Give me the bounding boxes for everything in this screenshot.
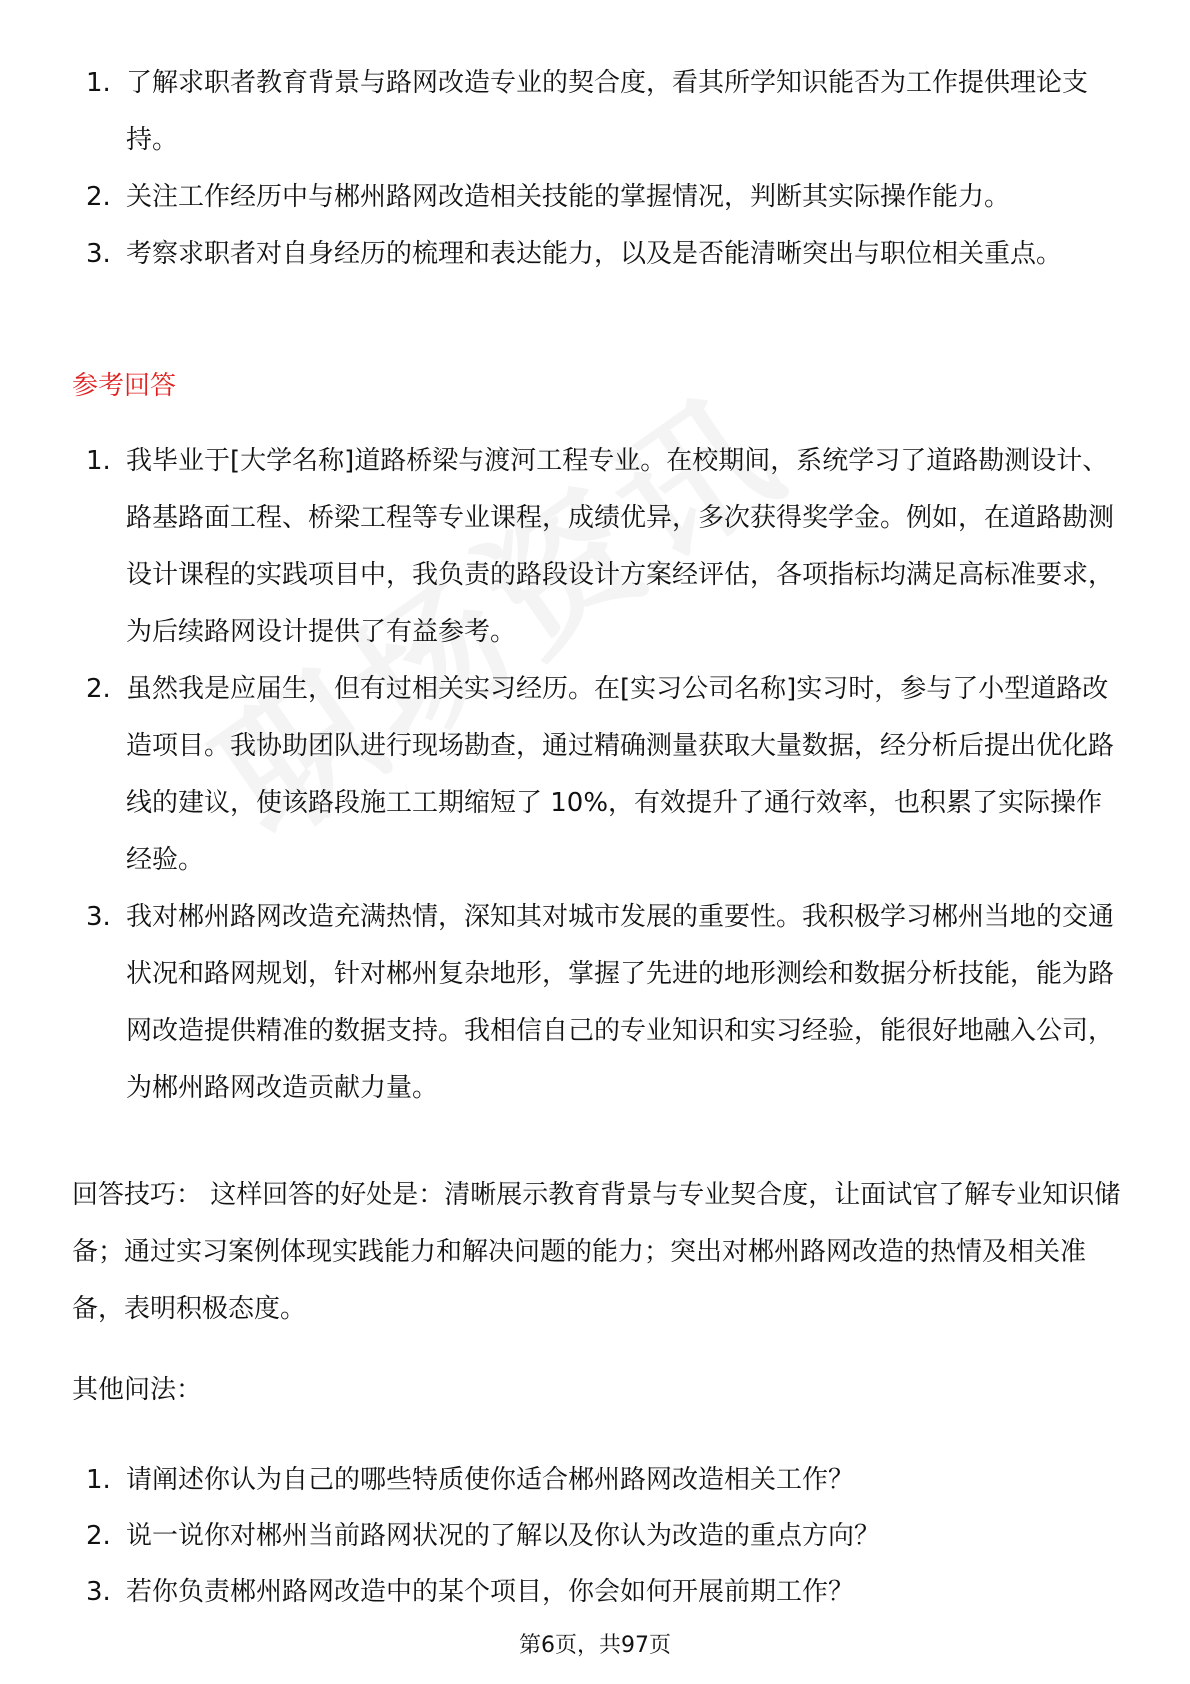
list-item bbox=[86, 661, 1122, 889]
reference-answer-heading: 参考回答 bbox=[72, 371, 177, 401]
evaluation-points-list bbox=[86, 55, 1126, 283]
answer-tips-paragraph: 回答技巧： 这样回答的好处是：清晰展示教育背景与专业契合度，让面试官了解专业知识储备；通过实习案例体现实践能力和解决问题的能力；突出对郴州路网改造的热情及相关准备，表明积极态度。 bbox=[72, 1180, 1121, 1324]
list-number: 3. bbox=[86, 1577, 111, 1607]
reference-answer-list bbox=[86, 433, 1122, 1117]
list-number: 2. bbox=[86, 1521, 111, 1551]
list-item bbox=[86, 889, 1122, 1117]
list-item bbox=[86, 55, 1126, 169]
page-number-footer: 第6页，共97页 bbox=[519, 1633, 671, 1658]
list-item bbox=[86, 226, 1126, 283]
list-item bbox=[86, 433, 1122, 661]
list-number: 2. bbox=[86, 182, 111, 212]
list-text: 请阐述你认为自己的哪些特质使你适合郴州路网改造相关工作？ bbox=[126, 1465, 855, 1495]
list-text: 我毕业于[大学名称]道路桥梁与渡河工程专业。在校期间，系统学习了道路勘测设计、路基路面工程、桥梁工程等专业课程，成绩优异，多次获得奖学金。例如，在道路勘测设计课程的实践项目中，我负责的路段设计方案经评估，各项指标均满足高标准要求，为后续路网设计提供了有益参考。 bbox=[126, 446, 1115, 647]
list-text: 若你负责郴州路网改造中的某个项目，你会如何开展前期工作？ bbox=[126, 1577, 855, 1607]
list-item bbox=[86, 169, 1126, 226]
other-questions-heading: 其他问法： bbox=[72, 1375, 203, 1405]
list-item bbox=[86, 1508, 1126, 1564]
other-questions-list bbox=[86, 1452, 1126, 1620]
list-text: 关注工作经历中与郴州路网改造相关技能的掌握情况，判断其实际操作能力。 bbox=[126, 182, 1011, 212]
list-number: 2. bbox=[86, 674, 111, 704]
list-text: 了解求职者教育背景与路网改造专业的契合度，看其所学知识能否为工作提供理论支持。 bbox=[126, 68, 1089, 155]
list-text: 说一说你对郴州当前路网状况的了解以及你认为改造的重点方向？ bbox=[126, 1521, 881, 1551]
list-number: 1. bbox=[86, 68, 111, 98]
list-text: 我对郴州路网改造充满热情，深知其对城市发展的重要性。我积极学习郴州当地的交通状况和路网规划，针对郴州复杂地形，掌握了先进的地形测绘和数据分析技能，能为路网改造提供精准的数据支持。我相信自己的专业知识和实习经验，能很好地融入公司，为郴州路网改造贡献力量。 bbox=[126, 902, 1115, 1103]
list-text: 虽然我是应届生，但有过相关实习经历。在[实习公司名称]实习时，参与了小型道路改造项目。我协助团队进行现场勘查，通过精确测量获取大量数据，经分析后提出优化路线的建议，使该路段施工工期缩短了 10%，有效提升了通行效率，也积累了实际操作经验。 bbox=[126, 674, 1115, 875]
list-item bbox=[86, 1452, 1126, 1508]
list-text: 考察求职者对自身经历的梳理和表达能力，以及是否能清晰突出与职位相关重点。 bbox=[126, 239, 1063, 269]
list-number: 1. bbox=[86, 1465, 111, 1495]
list-number: 3. bbox=[86, 239, 111, 269]
list-number: 3. bbox=[86, 902, 111, 932]
list-item bbox=[86, 1564, 1126, 1620]
list-number: 1. bbox=[86, 446, 111, 476]
